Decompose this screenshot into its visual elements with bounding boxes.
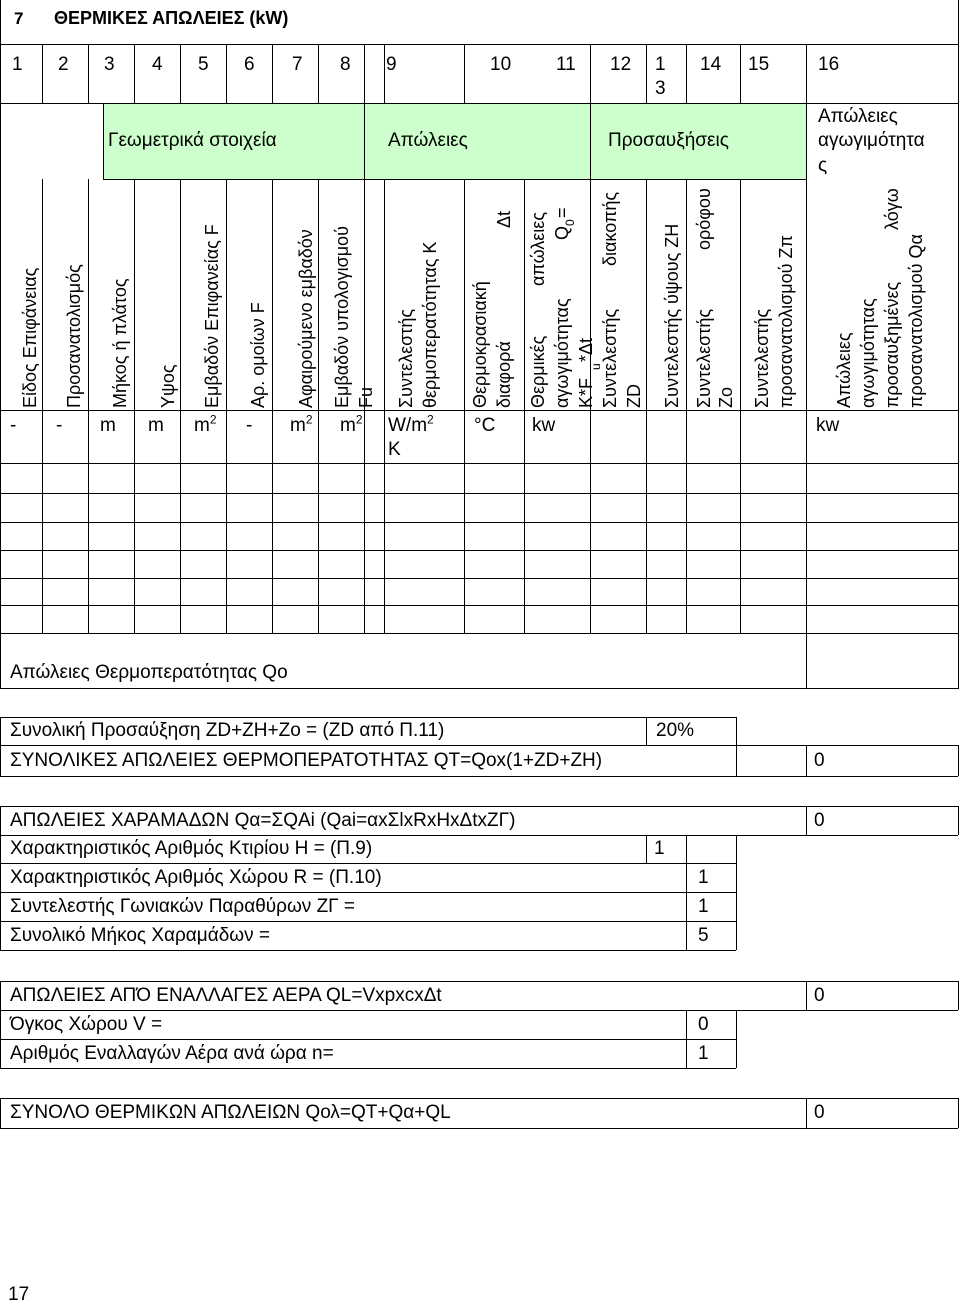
room-r-value: 1 [698, 867, 709, 888]
header-adjusted-loss: προσανατολισμού Qα [906, 234, 926, 408]
header-interruption-factor: Συντελεστής [600, 308, 620, 408]
air-title: ΑΠΩΛΕΙΕΣ ΑΠΌ ΕΝΑΛΛΑΓΕΣ ΑΕΡΑ QL=VxpxcxΔt [10, 985, 442, 1006]
column-number: 1 [12, 54, 23, 75]
header-floor-factor: ορόφου [694, 188, 714, 250]
air-changes-value: 1 [698, 1043, 709, 1064]
column-number: 4 [152, 54, 163, 75]
header-temp-diff: Δt [494, 210, 514, 228]
crack-length-value: 5 [698, 925, 709, 946]
corner-window-label: Συντελεστής Γωνιακών Παραθύρων ΖΓ = [10, 896, 356, 917]
column-number: 9 [386, 54, 397, 75]
header-calc-area: Εμβαδόν υπολογισμού [332, 226, 352, 408]
total-surcharge-label: Συνολική Προσαύξηση ZD+ZH+Zo = (ZD από Π.11) [10, 720, 445, 741]
room-volume-value: 0 [698, 1014, 709, 1035]
column-number: 7 [292, 54, 303, 75]
group-conduction: Απώλειες [818, 106, 898, 127]
room-volume-label: Όγκος Χώρου V = [10, 1014, 163, 1035]
column-number: 11 [556, 54, 576, 75]
summary-row-label: Απώλειες Θερμοπερατότητας Qo [10, 662, 288, 683]
header-conduction-loss: = [552, 207, 572, 218]
section-number: 7 [14, 9, 24, 28]
header-conduction-loss: Q [552, 225, 572, 240]
header-height: Υψος [158, 364, 178, 408]
header-conduction-loss: 0 [563, 219, 577, 226]
header-length: Μήκος ή πλάτος [110, 278, 130, 408]
column-number: 3 [104, 54, 115, 75]
room-r-label: Χαρακτηριστικός Αριθμός Χώρου R = (Π.10) [10, 867, 382, 888]
header-adjusted-loss: λόγω [882, 188, 902, 230]
page-number: 17 [8, 1284, 30, 1305]
header-surface-type: Είδος Επιφάνειας [20, 267, 40, 408]
header-conduction-loss: u [589, 363, 603, 370]
unit-label: - [10, 415, 17, 436]
header-conduction-loss: K*F [576, 377, 596, 408]
header-orientation: Προσανατολισμός [64, 264, 84, 408]
total-surcharge-value: 20% [656, 720, 695, 741]
column-number: 14 [700, 54, 722, 75]
air-title-value: 0 [814, 985, 825, 1006]
header-conduction-loss: *Δt [576, 337, 596, 362]
unit-label: kw [816, 415, 840, 436]
unit-label: K [388, 439, 401, 460]
group-conduction: αγωγιμότητα [818, 130, 925, 151]
header-adjusted-loss: προσαυξημένες [882, 281, 902, 408]
column-number: 1 [655, 54, 666, 75]
column-number: 16 [818, 54, 840, 75]
group-losses: Απώλειες [388, 130, 468, 151]
header-temp-diff: Θερμοκρασιακή [470, 281, 490, 408]
column-number: 10 [490, 54, 512, 75]
header-interruption-factor: διακοπής [600, 191, 620, 266]
cracks-title: ΑΠΩΛΕΙΕΣ ΧΑΡΑΜΑΔΩΝ Qα=ΣQAi (Qai=αxΣlxRxHxΔtxZΓ) [10, 810, 516, 831]
header-conduction-loss: Θερμικές [528, 335, 548, 408]
column-number: 8 [340, 54, 351, 75]
unit-label: kw [532, 415, 556, 436]
group-geometry: Γεωμετρικά στοιχεία [108, 130, 277, 151]
group-conduction: ς [818, 155, 828, 176]
header-orientation-factor: Συντελεστής [752, 308, 772, 408]
header-similar-count: Αρ. ομοίων F [248, 302, 268, 408]
grand-total-value: 0 [814, 1102, 825, 1123]
header-u-coefficient: θερμοπερατότητας K [420, 241, 440, 408]
header-orientation-factor: προσανατολισμού Ζπ [776, 235, 796, 408]
header-calc-area-fu: Fu [356, 386, 376, 408]
corner-window-value: 1 [698, 896, 709, 917]
air-changes-label: Αριθμός Εναλλαγών Αέρα ανά ώρα n= [10, 1043, 334, 1064]
unit-label: °C [474, 415, 496, 436]
group-surcharges: Προσαυξήσεις [608, 130, 729, 151]
column-number: 6 [244, 54, 255, 75]
building-h-value: 1 [654, 838, 665, 859]
building-h-label: Χαρακτηριστικός Αριθμός Κτιρίου H = (Π.9) [10, 838, 373, 859]
header-surface-area: Εμβαδόν Επιφανείας F [202, 224, 222, 408]
header-temp-diff: διαφορά [494, 341, 514, 408]
column-number: 15 [748, 54, 770, 75]
unit-label: m [100, 415, 116, 436]
header-interruption-factor: ZD [624, 384, 644, 408]
header-floor-factor: Συντελεστής [694, 308, 714, 408]
unit-label: $m^2$ [340, 412, 363, 436]
column-number: 3 [655, 78, 666, 99]
crack-length-label: Συνολικό Μήκος Χαραμάδων = [10, 925, 271, 946]
total-qt-value: 0 [814, 750, 825, 771]
header-height-factor: Συντελεστής ύψους ZH [662, 223, 682, 408]
unit-label: $m^2$ [290, 412, 313, 436]
header-adjusted-loss: Απώλειες [834, 332, 854, 408]
unit-label: m [148, 415, 164, 436]
header-conduction-loss: απώλειες [528, 211, 548, 286]
column-number: 12 [610, 54, 632, 75]
unit-label: - [56, 415, 63, 436]
total-qt-label: ΣΥΝΟΛΙΚΕΣ ΑΠΩΛΕΙΕΣ ΘΕΡΜΟΠΕΡΑΤΟΤΗΤΑΣ QT=Qox(1+ZD+ZH) [10, 750, 603, 771]
cracks-title-value: 0 [814, 810, 825, 831]
header-subtracted-area: Αφαιρούμενο εμβαδόν [296, 229, 316, 408]
header-u-coefficient: Συντελεστής [396, 308, 416, 408]
section-title: ΘΕΡΜΙΚΕΣ ΑΠΩΛΕΙΕΣ (kW) [54, 8, 289, 28]
header-floor-factor: Zo [716, 386, 736, 408]
unit-label: $m^2$ [194, 412, 217, 436]
grand-total-label: ΣΥΝΟΛΟ ΘΕΡΜΙΚΩΝ ΑΠΩΛΕΙΩΝ Qολ=QT+Qα+QL [10, 1102, 451, 1123]
column-number: 2 [58, 54, 69, 75]
header-conduction-loss: αγωγιμότητας [552, 298, 572, 408]
header-adjusted-loss: αγωγιμότητας [858, 298, 878, 408]
column-number: 5 [198, 54, 209, 75]
unit-label: $W/m^2$ [388, 412, 434, 436]
unit-label: - [246, 415, 253, 436]
